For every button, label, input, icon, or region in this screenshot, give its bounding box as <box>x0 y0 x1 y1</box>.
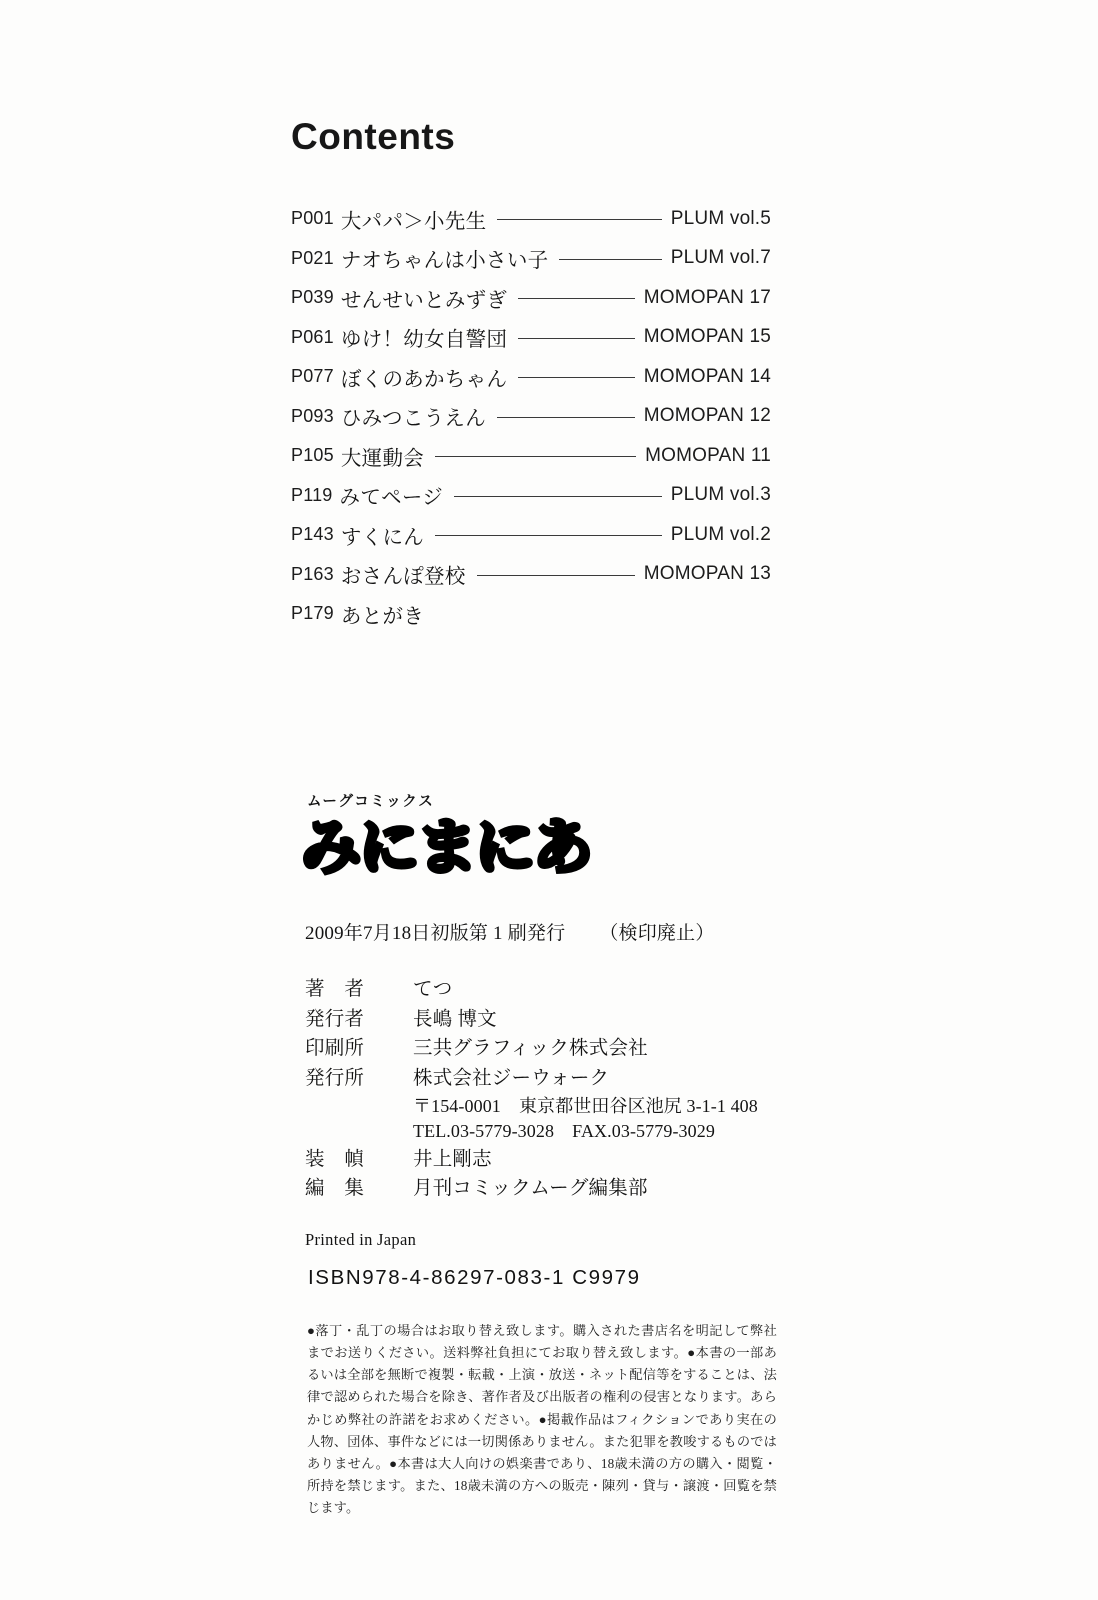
toc-entry-page: P077 <box>291 366 334 387</box>
credit-key: 装 幀 <box>305 1148 365 1170</box>
toc-leader-line <box>559 259 661 260</box>
toc-entry-source: MOMOPAN 17 <box>643 286 771 308</box>
toc-entry[interactable] <box>291 555 771 595</box>
toc-entry-source: MOMOPAN 13 <box>643 563 771 585</box>
toc-entry-page: P143 <box>291 524 334 545</box>
credit-value: 三共グラフィック株式会社 <box>413 1038 648 1060</box>
toc-leader-line <box>435 614 762 615</box>
toc-entry-source: PLUM vol.3 <box>670 484 771 506</box>
toc-entry-title: おさんぽ登校 <box>340 565 466 589</box>
toc-leader-line <box>518 298 634 299</box>
table-of-contents-list <box>291 199 771 634</box>
toc-entry-source: PLUM vol.2 <box>670 523 771 545</box>
toc-entry-source: MOMOPAN 15 <box>643 326 771 348</box>
toc-entry-title: すくにん <box>340 525 425 549</box>
toc-entry-page: P039 <box>291 287 334 308</box>
toc-entry-source: MOMOPAN 11 <box>645 444 771 466</box>
credit-key: 著 者 <box>305 979 365 1000</box>
toc-entry-title: ナオちゃんは小さい子 <box>340 249 549 273</box>
toc-leader-line <box>497 417 635 418</box>
credit-row <box>305 1005 785 1035</box>
seal-abolished-note: （検印廃止） <box>599 923 715 944</box>
toc-entry[interactable] <box>291 594 771 634</box>
printed-in-japan: Printed in Japan <box>305 1229 417 1249</box>
contents-section <box>291 118 771 634</box>
toc-entry-page: P093 <box>291 405 334 426</box>
toc-entry-title: 大運動会 <box>340 446 425 470</box>
toc-entry-page: P021 <box>291 247 334 268</box>
book-title-logo: みにまにあ <box>301 813 591 883</box>
toc-entry[interactable] <box>291 357 771 397</box>
credit-row <box>305 1034 785 1064</box>
toc-entry[interactable] <box>291 397 771 437</box>
credit-value: 株式会社ジーウォーク <box>413 1067 610 1089</box>
toc-leader-line <box>518 377 634 378</box>
toc-leader-line <box>518 338 634 339</box>
toc-entry-title: ゆけ！幼女自警団 <box>340 328 508 352</box>
publisher-contact: TEL.03-5779-3028 FAX.03-5779-3029 <box>413 1121 715 1142</box>
toc-entry-page: P105 <box>291 445 334 466</box>
credit-row <box>305 1064 785 1094</box>
toc-entry[interactable] <box>291 515 771 555</box>
toc-entry[interactable] <box>291 239 771 279</box>
toc-leader-line <box>477 575 635 576</box>
toc-entry-page: P061 <box>291 326 334 347</box>
toc-entry[interactable] <box>291 436 771 476</box>
publication-date: 2009年7月18日初版第 1 刷発行 <box>305 923 566 944</box>
credit-value: 井上剛志 <box>413 1148 492 1170</box>
toc-entry-page: P163 <box>291 563 334 584</box>
toc-entry-title: ひみつこうえん <box>340 407 487 431</box>
credit-key: 印刷所 <box>305 1038 365 1060</box>
toc-leader-line <box>454 496 662 497</box>
credit-key: 編 集 <box>305 1178 365 1200</box>
toc-entry-title: あとがき <box>340 604 425 628</box>
toc-entry[interactable] <box>291 318 771 358</box>
toc-entry-source: MOMOPAN 14 <box>643 365 771 387</box>
legal-notice <box>307 1320 777 1520</box>
toc-entry[interactable] <box>291 199 771 239</box>
credit-value: 長嶋 博文 <box>413 1008 497 1030</box>
credit-key: 発行所 <box>305 1067 365 1089</box>
imprint-label: ムーグコミックス <box>307 794 435 810</box>
publisher-address: 〒154-0001 東京都世田谷区池尻 3-1-1 408 <box>413 1095 758 1116</box>
toc-leader-line <box>435 456 636 457</box>
toc-entry-title: ぼくのあかちゃん <box>340 367 508 391</box>
toc-leader-line <box>435 535 662 536</box>
toc-entry-page: P179 <box>291 603 334 624</box>
legal-notice-text: ●落丁・乱丁の場合はお取り替え致します。購入された書店名を明記して弊社までお送りください。送料弊社負担にてお取り替え致します。●本書の一部あるいは全部を無断で複製・転載・上演・放送・ネット配信等をすることは、法律で認められた場合を除き、著作者及び出版者の権利の侵害となります。あらかじめ弊社の許諾をお求めください。●掲載作品はフィクションであり実在の人物、団体、事件などには一切関係ありません。また犯罪を教唆するものではありません。●本書は大人向けの娯楽書であり、18歳未満の方の購入・閲覧・所持を禁じます。また、18歳未満の方への販売・陳列・貸与・譲渡・回覧を禁じます。 <box>307 1322 777 1516</box>
isbn-code: ISBN978-4-86297-083-1 C9979 <box>308 1265 641 1289</box>
toc-entry-page: P119 <box>291 484 333 505</box>
credit-row <box>305 1174 785 1204</box>
toc-entry-source: PLUM vol.5 <box>670 207 771 229</box>
contents-heading: Contents <box>291 116 456 157</box>
toc-entry-title: みてページ <box>339 486 444 510</box>
toc-entry-page: P001 <box>291 208 334 229</box>
toc-entry[interactable] <box>291 278 771 318</box>
toc-entry-title: せんせいとみずぎ <box>340 288 508 312</box>
publication-date-row <box>305 918 785 945</box>
credit-value: 月刊コミックムーグ編集部 <box>413 1178 648 1200</box>
toc-leader-line <box>497 219 661 220</box>
credit-row <box>305 1145 785 1175</box>
credit-value: てつ <box>413 979 453 1000</box>
credits-block <box>305 975 785 1204</box>
toc-entry[interactable] <box>291 476 771 516</box>
toc-entry-source: PLUM vol.7 <box>670 247 771 269</box>
colophon-section <box>301 790 785 1519</box>
toc-entry-title: 大パパ＞小先生 <box>340 209 487 233</box>
credit-row <box>305 975 785 1005</box>
credit-key: 発行者 <box>305 1008 365 1030</box>
toc-entry-source: MOMOPAN 12 <box>643 405 771 427</box>
